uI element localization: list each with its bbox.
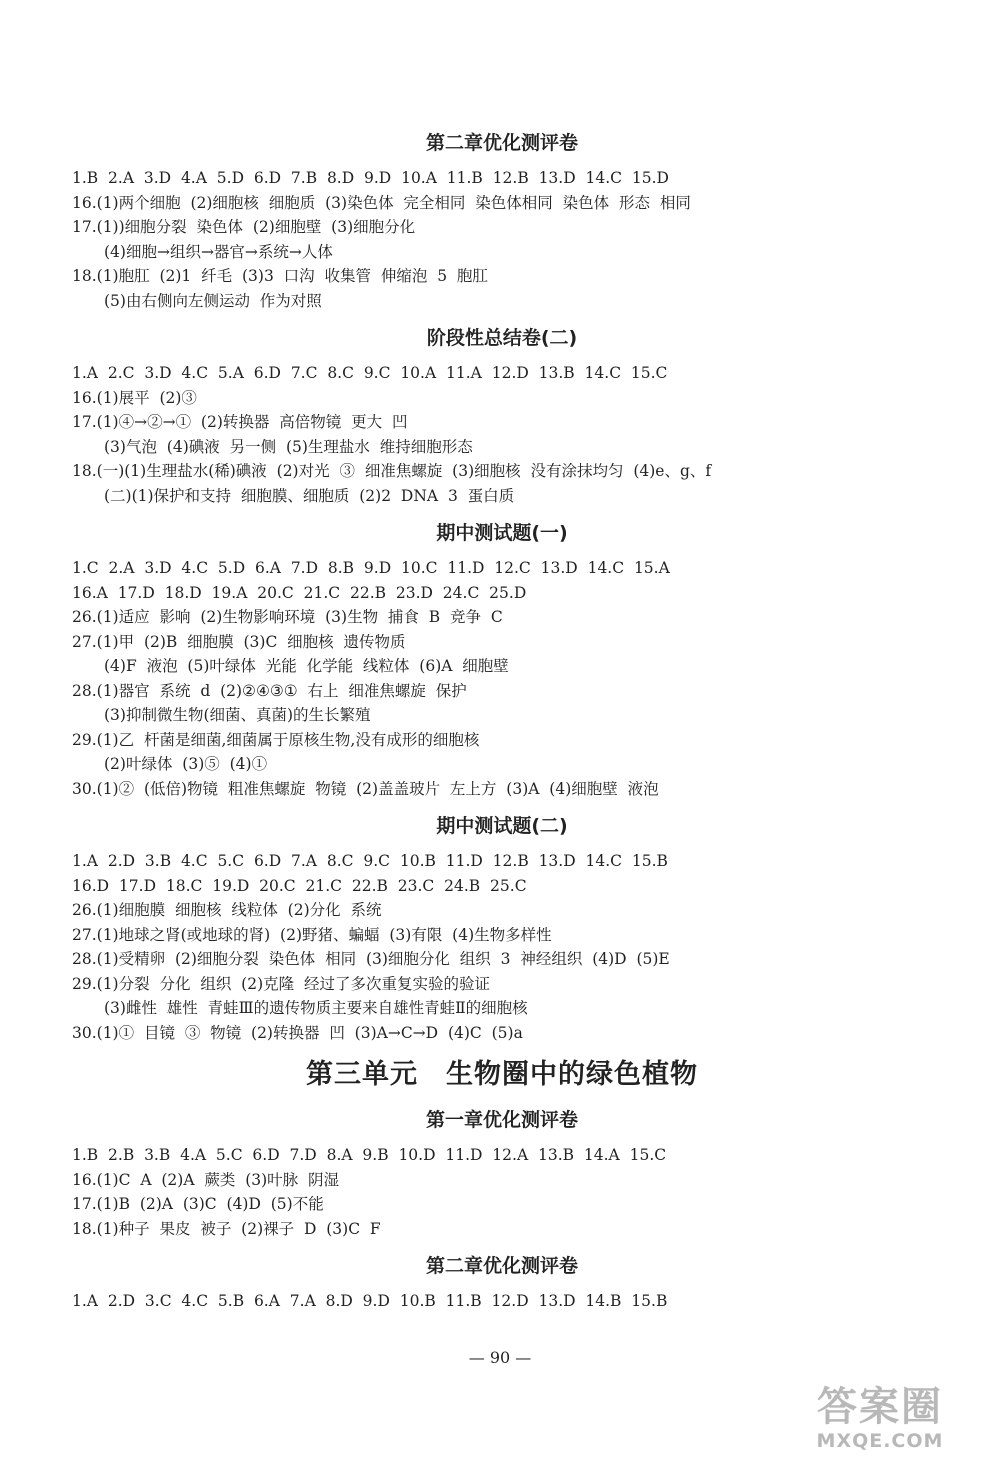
- section-stage-summary-2: [72, 325, 932, 508]
- answer-line: 1.C 2.A 3.D 4.C 5.D 6.A 7.D 8.B 9.D 10.C 11.D 12.C 13.D 14.C 15.A: [72, 559, 670, 577]
- answer-line: (5)由右侧向左侧运动 作为对照: [104, 291, 322, 310]
- section-title: 第二章优化测评卷: [425, 132, 578, 154]
- watermark-logo: 答案圈: [817, 1384, 943, 1430]
- section-unit3-ch1-test: [72, 1107, 932, 1241]
- answer-line: 17.(1)④→②→① (2)转换器 高倍物镜 更大 凹: [72, 413, 408, 431]
- answer-line: 16.D 17.D 18.C 19.D 20.C 21.C 22.B 23.C 24.B 25.C: [72, 876, 527, 895]
- unit-title: 第三单元 生物圈中的绿色植物: [306, 1059, 698, 1090]
- section-midterm-2: [72, 813, 932, 1045]
- answer-line: (3)雌性 雄性 青蛙Ⅲ的遗传物质主要来自雄性青蛙Ⅱ的细胞核: [104, 999, 528, 1017]
- answer-line: 26.(1)适应 影响 (2)生物影响环境 (3)生物 捕食 B 竞争 C: [72, 608, 503, 626]
- answer-line: 30.(1)② (低倍)物镜 粗准焦螺旋 物镜 (2)盖盖玻片 左上方 (3)A (4)细胞壁 液泡: [72, 779, 659, 798]
- answer-line: 29.(1)乙 杆菌是细菌,细菌属于原核生物,没有成形的细胞核: [72, 730, 480, 749]
- answer-line: (4)细胞→组织→器官→系统→人体: [104, 242, 333, 261]
- answer-line: 1.A 2.D 3.C 4.C 5.B 6.A 7.A 8.D 9.D 10.B 11.B 12.D 13.D 14.B 15.B: [72, 1292, 668, 1310]
- answer-line: (4)F 液泡 (5)叶绿体 光能 化学能 线粒体 (6)A 细胞壁: [104, 657, 509, 675]
- section-title: 期中测试题(一): [436, 522, 568, 544]
- answer-line: 1.B 2.A 3.D 4.A 5.D 6.D 7.B 8.D 9.D 10.A 11.B 12.B 13.D 14.C 15.D: [72, 169, 669, 187]
- section-midterm-1: [72, 520, 932, 801]
- watermark: [780, 1384, 980, 1456]
- watermark-url: MXQE.COM: [816, 1430, 944, 1452]
- answer-line: 16.(1)展平 (2)③: [72, 388, 197, 407]
- answer-line: 26.(1)细胞膜 细胞核 线粒体 (2)分化 系统: [72, 901, 382, 919]
- answer-line: 18.(1)胞肛 (2)1 纤毛 (3)3 口沟 收集管 伸缩泡 5 胞肛: [72, 267, 488, 285]
- answer-line: 28.(1)受精卵 (2)细胞分裂 染色体 相同 (3)细胞分化 组织 3 神经组织 (4)D (5)E: [72, 950, 670, 968]
- answer-line: 1.B 2.B 3.B 4.A 5.C 6.D 7.D 8.A 9.B 10.D 11.D 12.A 13.B 14.A 15.C: [72, 1146, 667, 1164]
- answer-line: 27.(1)地球之肾(或地球的肾) (2)野猪、蝙蝠 (3)有限 (4)生物多样性: [72, 925, 552, 944]
- answer-line: (3)抑制微生物(细菌、真菌)的生长繁殖: [104, 706, 371, 724]
- answer-line: (3)气泡 (4)碘液 另一侧 (5)生理盐水 维持细胞形态: [104, 437, 473, 456]
- section-ch2-test: [72, 130, 932, 313]
- section-unit3-ch2-test: [72, 1253, 932, 1314]
- answer-line: 18.(1)种子 果皮 被子 (2)裸子 D (3)C F: [72, 1219, 381, 1238]
- answer-line: (2)叶绿体 (3)⑤ (4)①: [104, 755, 268, 773]
- answer-line: 16.A 17.D 18.D 19.A 20.C 21.C 22.B 23.D 24.C 25.D: [72, 583, 527, 602]
- answer-line: 28.(1)器官 系统 d (2)②④③① 右上 细准焦螺旋 保护: [72, 681, 467, 700]
- section-title: 第一章优化测评卷: [425, 1109, 578, 1131]
- answer-line: 29.(1)分裂 分化 组织 (2)克隆 经过了多次重复实验的验证: [72, 974, 490, 993]
- answer-line: 16.(1)C A (2)A 蕨类 (3)叶脉 阴湿: [72, 1170, 340, 1189]
- answer-line: 17.(1)B (2)A (3)C (4)D (5)不能: [72, 1195, 324, 1213]
- section-title: 期中测试题(二): [436, 815, 568, 837]
- section-title: 第二章优化测评卷: [425, 1255, 578, 1277]
- answer-line: 27.(1)甲 (2)B 细胞膜 (3)C 细胞核 遗传物质: [72, 632, 406, 651]
- answer-line: 16.(1)两个细胞 (2)细胞核 细胞质 (3)染色体 完全相同 染色体相同 染色体 形态 相同: [72, 193, 691, 212]
- section-title: 阶段性总结卷(二): [426, 327, 578, 349]
- answer-line: 18.(一)(1)生理盐水(稀)碘液 (2)对光 ③ 细准焦螺旋 (3)细胞核 没有涂抹均匀 (4)e、g、f: [72, 462, 712, 480]
- answer-line: 17.(1))细胞分裂 染色体 (2)细胞壁 (3)细胞分化: [72, 218, 416, 236]
- answer-line: 30.(1)① 目镜 ③ 物镜 (2)转换器 凹 (3)A→C→D (4)C (5)a: [72, 1023, 523, 1042]
- answer-line: (二)(1)保护和支持 细胞膜、细胞质 (2)2 DNA 3 蛋白质: [104, 486, 515, 505]
- answer-line: 1.A 2.C 3.D 4.C 5.A 6.D 7.C 8.C 9.C 10.A 11.A 12.D 13.B 14.C 15.C: [72, 364, 668, 382]
- page-content: [72, 130, 932, 1314]
- answer-line: 1.A 2.D 3.B 4.C 5.C 6.D 7.A 8.C 9.C 10.B 11.D 12.B 13.D 14.C 15.B: [72, 852, 668, 870]
- page-number: — 90 —: [468, 1348, 532, 1367]
